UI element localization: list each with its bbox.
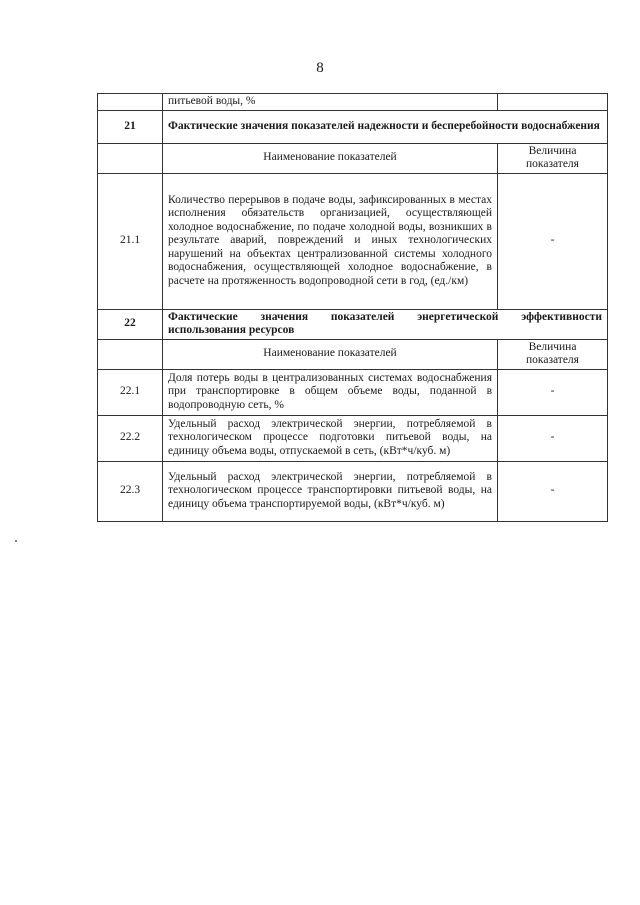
- row-number: 22.2: [98, 415, 163, 461]
- column-header-row: [98, 339, 608, 369]
- table-row: [98, 94, 608, 111]
- row-text: Удельный расход электрической энергии, потребляемой в технологическом процессе подготовки питьевой воды, на единицу объема воды, отпускаемой в сеть, (кВт*ч/куб. м): [163, 415, 498, 461]
- section-row: [98, 110, 608, 143]
- row-text: Удельный расход электрической энергии, потребляемой в технологическом процессе транспортировки питьевой воды, на единицу объема транспортируемой воды, (кВт*ч/куб. м): [163, 461, 498, 521]
- row-text: Доля потерь воды в централизованных системах водоснабжения при транспортировке в общем объеме воды, поданной в водопроводную сеть, %: [163, 369, 498, 415]
- header-name: Наименование показателей: [163, 339, 498, 369]
- row-text-cell: питьевой воды, %: [163, 94, 498, 111]
- row-text: Количество перерывов в подаче воды, зафиксированных в местах исполнения обязательств организацией, осуществляющей холодное водоснабжение, по подаче холодной воды, возникших в результате аварий, повреждений и иных технологических нарушений на объектах централизованной системы холодного водоснабжения, осуществляющей холодное водоснабжение, в расчете на протяженность водопроводной сети в год, (ед./км): [163, 173, 498, 309]
- header-name: Наименование показателей: [163, 143, 498, 173]
- scan-speck: [15, 540, 17, 542]
- row-number-cell: [98, 94, 163, 111]
- section-row: [98, 309, 608, 339]
- section-number: 22: [98, 309, 163, 339]
- row-value: -: [498, 173, 608, 309]
- section-title: Фактические значения показателей надежности и бесперебойности водоснабжения: [163, 110, 608, 143]
- section-number: 21: [98, 110, 163, 143]
- row-value: -: [498, 461, 608, 521]
- row-value-cell: [498, 94, 608, 111]
- row-value: -: [498, 369, 608, 415]
- row-number: 21.1: [98, 173, 163, 309]
- header-number-cell: [98, 339, 163, 369]
- section-title: Фактические значения показателей энергетической эффективности использования ресурсов: [163, 309, 608, 339]
- table-row: [98, 369, 608, 415]
- row-value: -: [498, 415, 608, 461]
- table-row: [98, 461, 608, 521]
- indicators-table: [97, 93, 608, 522]
- page-number: 8: [316, 60, 324, 76]
- header-value: Величина показателя: [498, 339, 608, 369]
- header-number-cell: [98, 143, 163, 173]
- column-header-row: [98, 143, 608, 173]
- row-number: 22.1: [98, 369, 163, 415]
- header-value: Величина показателя: [498, 143, 608, 173]
- table-row: [98, 415, 608, 461]
- row-number: 22.3: [98, 461, 163, 521]
- table-row: [98, 173, 608, 309]
